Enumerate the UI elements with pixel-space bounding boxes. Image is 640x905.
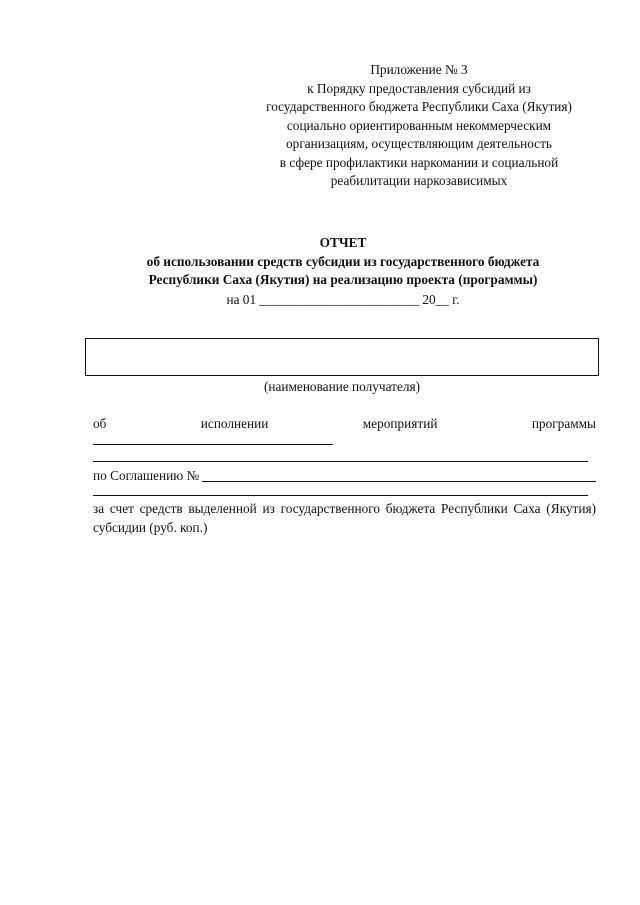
execution-word: об [93, 416, 107, 431]
recipient-caption: (наименование получателя) [263, 379, 421, 394]
annex-line: реабилитации наркозависимых [330, 173, 508, 188]
report-subtitle-line: Республики Саха (Якутия) на реализацию проекта (программы) [148, 272, 538, 287]
annex-number: Приложение № 3 [370, 62, 468, 77]
agreement-number-blank[interactable] [202, 481, 596, 482]
execution-line [93, 415, 596, 433]
report-title: ОТЧЕТ [319, 235, 367, 250]
annex-header [232, 61, 606, 191]
report-subtitle-line: об использовании средств субсидии из государственного бюджета [146, 253, 540, 269]
report-date-line[interactable]: на 01 ________________________ 20__ г. [226, 291, 460, 307]
program-name-blank-long[interactable] [93, 461, 588, 462]
program-name-blank-short[interactable] [93, 444, 333, 445]
agreement-label: по Соглашению № [93, 468, 200, 483]
subsidy-text: за счет средств выделенной из государственного бюджета Республики Саха (Якутия) субсидии (руб. коп.) [93, 501, 596, 535]
agreement-blank-continuation[interactable] [93, 495, 588, 496]
execution-word: программы [531, 416, 596, 431]
recipient-name-field[interactable] [85, 338, 599, 376]
execution-word: мероприятий [362, 416, 438, 431]
annex-line: к Порядку предоставления субсидий из [307, 80, 531, 96]
agreement-line [93, 467, 596, 485]
annex-line: государственного бюджета Республики Саха (Якутия) [266, 99, 572, 114]
annex-line: социально ориентированным некоммерческим [286, 117, 552, 133]
annex-line: в сфере профилактики наркомании и социальной [279, 154, 559, 170]
report-title-block [60, 234, 626, 309]
annex-line: организациям, осуществляющим деятельность [286, 136, 552, 151]
execution-word: исполнении [200, 416, 269, 431]
